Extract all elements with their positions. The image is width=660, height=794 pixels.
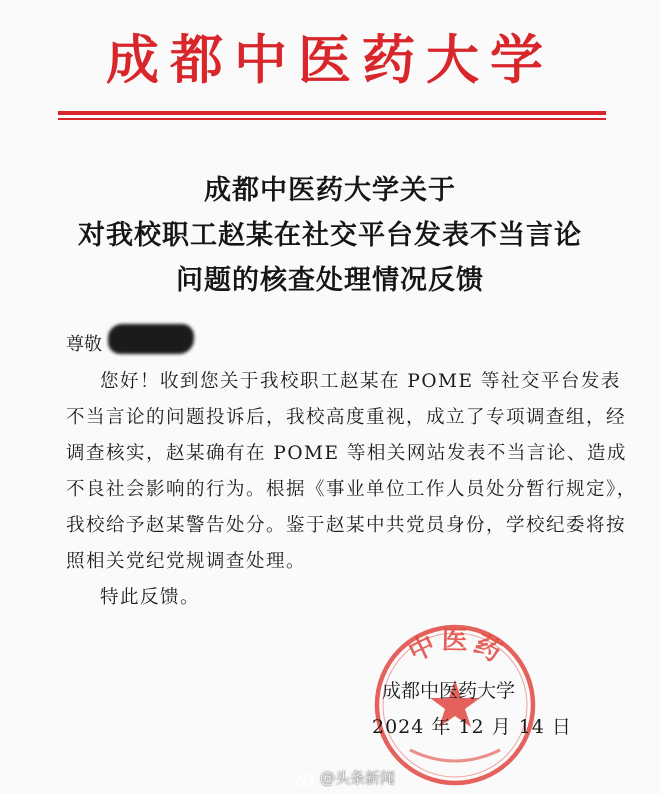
official-seal [370,620,540,790]
seal-text: 中医药 [403,625,510,671]
letterhead-rule-thick [58,111,606,115]
svg-text:中医药 [404,626,510,670]
document-title-line-3: 问题的核查处理情况反馈 [176,265,484,296]
body-line-6: 照相关党纪党规调查处理。 [66,551,307,572]
watermark-text: @头条新闻 [320,769,396,787]
redaction-mark [108,324,194,354]
body-line-2: 不当言论的问题投诉后，我校高度重视，成立了专项调查组，经 [66,407,627,428]
letterhead-title: 成都中医药大学 [106,29,554,91]
signature-date: 2024 年 12 月 14 日 [372,716,572,738]
body-line-3: 调查核实，赵某确有在 POME 等相关网站发表不当言论、造成 [66,443,627,464]
body-line-5: 我校给予赵某警告处分。鉴于赵某中共党员身份，学校纪委将按 [66,515,627,536]
document-title-line-1: 成都中医药大学关于 [204,175,456,206]
body-line-4: 不良社会影响的行为。根据《事业单位工作人员处分暂行规定》， [66,479,637,500]
salutation: 尊敬 [66,334,102,355]
letterhead-rule-thin [58,118,606,120]
signature-signer: 成都中医药大学 [382,680,516,702]
weibo-icon [296,771,316,787]
document-title-line-2: 对我校职工赵某在社交平台发表不当言论 [78,220,582,251]
body-line-closing: 特此反馈。 [100,587,201,608]
watermark [296,767,395,788]
body-line-1: 您好！收到您关于我校职工赵某在 POME 等社交平台发表 [100,371,621,392]
